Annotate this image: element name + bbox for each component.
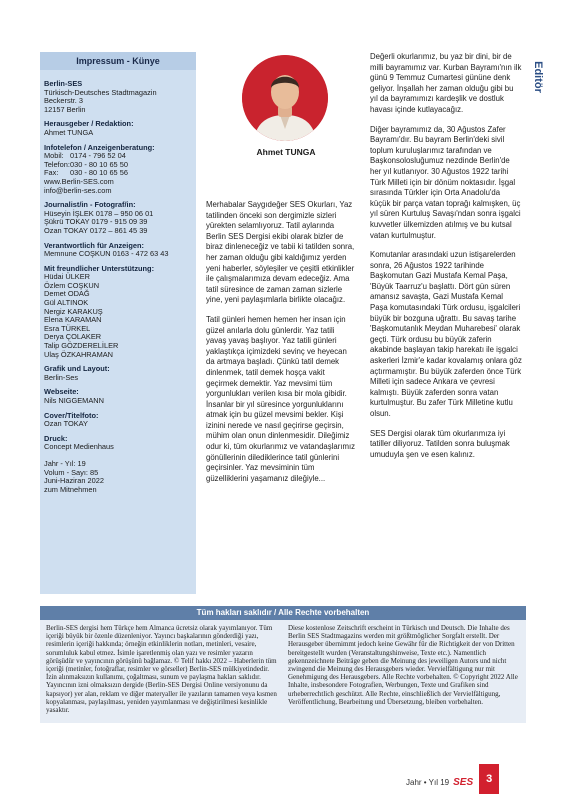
page-number: 3 (479, 764, 499, 794)
supporter-item: Derya ÇOLAKER (44, 332, 102, 342)
print-value: Concept Medienhaus (44, 442, 114, 452)
contact-phone: Telefon: 030 - 80 10 65 50 (44, 159, 128, 169)
page-footer (406, 774, 499, 790)
supporter-item: Özlem COŞKUN (44, 280, 100, 290)
impressum-box (40, 52, 196, 594)
article-paragraph: Tatil günleri hemen hemen her insan için güzel anılarla dolu günlerdir. Yaz tatili yavaş yavaş başlıyor. Yaz tatili günleri yaklaştıkça içimizdeki sevinç ve heyecan da artmaya başladı. Çünkü tatil demek dinlenmek, tatil demek hoşça vakit geçirmek demektir. Yaz mevsimi tüm yorgunlukları verilen kısa bir mola gibidir. İnsanlar bir yıl süresince yorgunluklarını atmak için bu güzel mevsimi bekler. Kişi izinini nerede ve nasıl geçirirse geçirsin, mühim olan onun dinlenmesidir. Dileğimiz odur ki, tüm okurlarımız ve vatandaşlarımız gönüllerinin dilediklerince tatil günlerini geçirsinler. Yaz mevsiminin tüm güzelliklerini yaşamanız dileğiyle... (206, 314, 356, 483)
heading-editor: Herausgeber / Redaktion: (44, 119, 134, 129)
issue-line: Juni-Haziran 2022 (44, 476, 104, 486)
issue-line: Jahr - Yıl: 19 (44, 458, 86, 468)
heading-support: Mit freundlicher Unterstützung: (44, 263, 155, 273)
ses-logo: SES (453, 776, 474, 788)
supporter-item: Hüdai ÜLKER (44, 272, 91, 282)
supporter-item: Elena KARAMAN (44, 315, 102, 325)
contact-mobile: Mobil: 0174 - 796 52 04 (44, 151, 126, 161)
email-link[interactable]: info@berlin-ses.com (44, 185, 112, 195)
article-paragraph: Değerli okurlarımız, bu yaz bir dini, bir de milli bayramımız var. Kurban Bayramı'nın ilk günü 9 Temmuz Cumartesi gününe denk geliyor. İnşallah her zaman olduğu gibi bu yıl da bayramımızı kardeşlik ve dostluk havası içinde kutlayacağız. (370, 52, 522, 114)
ads-value: Memnune COŞKUN 0163 - 472 63 43 (44, 249, 169, 259)
impressum-title: Impressum - Künye (40, 52, 196, 70)
heading-cover: Cover/Titelfoto: (44, 410, 99, 420)
publisher-line: Türkisch-Deutsches Stadtmagazin (44, 87, 157, 97)
article-paragraph: Diğer bayramımız da, 30 Ağustos Zafer Bayramı'dır. Bu bayram Berlin'deki sivil toplum kuruluşlarımız tarafından ve Başkonsolosluğumuz nezdinde Berlin'de her yıl kutlanıyor. 30 Ağustos 1922 tarihi Türk Milleti için bir dönüm noktasıdır. İşgal sırasında Türkler için Orta Anadolu'da küçük bir parça vatan toprağı kalmışken, üç yıl süren Kurtuluş Savaşı'ndan sonra işgalci kuvvetler ülkemizden atılmış ve bu kutsal vatan kurtulmuştur. (370, 124, 521, 240)
website-link[interactable]: www.Berlin-SES.com (44, 176, 114, 186)
journalist-item: Ozan TOKAY 0172 – 861 45 39 (44, 225, 148, 235)
article-paragraph: Merhabalar Saygıdeğer SES Okurları, Yaz tatilinden önceki son dergimizle sizleri yürekten selamlıyoruz. Tatil aylarında Berlin SES Dergisi ekibi olarak bizler de biraz dinleneceğiz ve tabii ki tatilden sonra, her zaman olduğu gibi kaldığımız yerden yeni haberler, söyleşiler ve çeşitli etkinlikler ile çalışmalarımıza devam edeceğiz. Ama tatil süresince de zaman zaman sizlerle yine, yeni paylaşımlarla birlikte olacağız. (206, 200, 355, 305)
footer-issue: Jahr • Yıl 19 (406, 777, 450, 787)
section-tag-label: Editör (532, 61, 544, 93)
editor-name: Ahmet TUNGA (256, 147, 316, 157)
supporter-item: Nergiz KARAKUŞ (44, 306, 103, 316)
supporter-item: Esra TÜRKEL (44, 323, 91, 333)
supporter-item: Talip GÖZDERELİLER (44, 341, 119, 351)
publisher-name: Berlin-SES (44, 79, 83, 88)
heading-info: Infotelefon / Anzeigenberatung: (44, 142, 155, 152)
publisher-street: Beckerstr. 3 (44, 96, 84, 106)
editor-value: Ahmet TUNGA (44, 127, 94, 137)
heading-graphics: Grafik und Layout: (44, 364, 110, 374)
heading-webmaster: Webseite: (44, 387, 79, 397)
journalist-item: Hüseyin İŞLEK 0178 – 950 06 01 (44, 208, 154, 218)
supporter-item: Ulaş ÖZKAHRAMAN (44, 349, 113, 359)
impressum-body (40, 70, 196, 494)
heading-journalists: Journalist/in - Fotograf/in: (44, 200, 136, 210)
issue-line: zum Mitnehmen (44, 484, 97, 494)
rights-text-turkish: Berlin-SES dergisi hem Türkçe hem Almanca ücretsiz olarak yayımlanıyor. Tüm içeriği büyük bir özenle düzenleniyor. Yayıncı başkalarının gönderdiği yazı, resimlerin içeriği hakkında; örneğin etkinliklerin notları, metinleri, vesaire, sorumluluk kabul etmez. İsimle işaretlenmiş olan yazı ve resimler yazarın görüşüdür ve yayıncının görüşünü bağlamaz. © Telif hakkı 2022 – Haberlerin tüm içeriği (metinler, fotoğraflar, resimler ve görseller) Berlin-SES mülkiyetindedir. İzin alınmaksızın kullanımı, çoğaltması, sunum ve paylaşma hakları saklıdır. Yayıncının izni olmaksızın dergide (Berlin-SES Dergisi Online versiyonunu da kapsıyor) yer alan, reklam ve diğer materyaller ile yazıların tamamen veya kısmen kopyalanması, paylaşılması, yeniden yayımlanması ve değiştirilmesi kesinlikle yasaktır. (46, 624, 277, 715)
issue-info (44, 460, 192, 494)
article-paragraph: Komutanlar arasındaki uzun istişarelerden sonra, 26 Ağustos 1922 tarihinde Başkomutan Gazi Mustafa Kemal Paşa, 'Büyük Taarruz'u başlattı. Dört gün süren amansız savaşta, Gazi Mustafa Kemal Paşa komutasındaki Türk ordusu, işgalcileri büyük bir bozguna uğrattı. Bu savaş tarihe 'Başkomutanlık Meydan Muharebesi' olarak geçti. Türk ordusu bu büyük zaferin akabinde başlayan takip harekatı ile işgalci askerleri İzmir'e kadar kovalamış onlara göz açtırmamıştır. Bu büyük zaferden önce Türk Milleti için sadece Ankara ve çevresi kalmıştı. Büyük zaferden sonra vatan kurtulmuştur. Bu zafer Türk Milletine kutlu olsun. (370, 250, 522, 418)
graphics-value: Berlin-Ses (44, 372, 79, 382)
article-column-left (206, 200, 356, 493)
rights-title: Tüm hakları saklıdır / Alle Rechte vorbehalten (40, 606, 526, 620)
supporter-item: Demet ODAĞ (44, 289, 90, 299)
editor-photo (242, 55, 328, 141)
issue-line: Volum - Sayı: 85 (44, 467, 99, 477)
section-tag (530, 48, 546, 106)
heading-ads: Verantwortlich für Anzeigen: (44, 240, 144, 250)
cover-value: Ozan TOKAY (44, 419, 88, 429)
webmaster-value: Nils NIGGEMANN (44, 396, 104, 405)
publisher-city: 12157 Berlin (44, 104, 86, 114)
rights-text-german: Diese kostenlose Zeitschrift erscheint in Türkisch und Deutsch. Die Inhalte des Berlin SES Stadtmagazins werden mit größtmöglicher Sorgfalt erstellt. Der Herausgeber übernimmt jedoch keine Gewähr für die Richtigkeit der von Dritten bereitgestellt wurden (Veranstaltungshinweise, Texte etc.). Namentlich gekennzeichnete Beiträge geben die Meinung des jeweiligen Autors und nicht zwingend die Meinung des Herausgebers wieder. Vervielfältigung nur mit Genehmigung des Herausgebers. Alle Rechte vorbehalten. © Copyright 2022 Alle Inhalte, insbesondere Fotografien, Werbungen, Texte und Grafiken sind urheberrechtlich geschützt. Alle Rechte, einschließlich der Vervielfältigung, Veröffentlichung, Bearbeitung und Übersetzung, bleiben vorbehalten. (288, 624, 518, 706)
article-column-right (370, 52, 522, 469)
journalist-item: Şükrü TOKAY 0179 - 915 09 39 (44, 217, 148, 227)
article-paragraph: SES Dergisi olarak tüm okurlarımıza iyi tatiller diliyoruz. Tatilden sonra buluşmak umuduyla şen ve esen kalınız. (370, 428, 510, 459)
rights-box (40, 620, 526, 723)
heading-print: Druck: (44, 433, 68, 443)
contact-fax: Fax: 030 - 80 10 65 56 (44, 168, 128, 178)
supporter-item: Gül ALTINOK (44, 298, 89, 308)
